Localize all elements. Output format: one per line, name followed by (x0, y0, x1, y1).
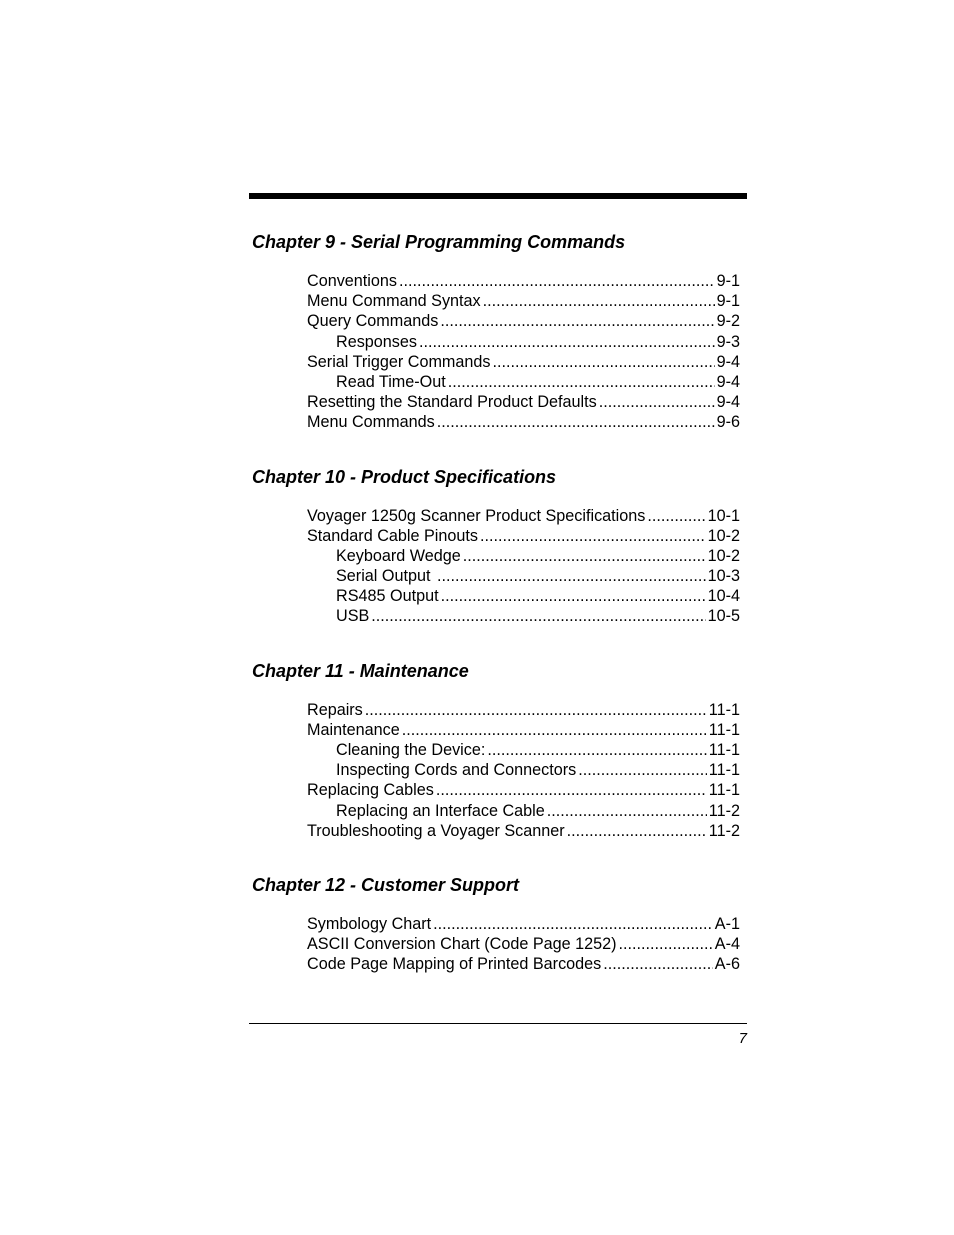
toc-entry-page: 9-1 (716, 292, 740, 311)
toc-entry-label: Serial Output (336, 567, 435, 586)
dot-leader (567, 821, 707, 841)
dot-leader (619, 934, 713, 954)
table-of-contents (252, 230, 740, 1007)
toc-entry-page: 9-1 (716, 272, 740, 290)
toc-entry-label: Menu Commands (307, 413, 435, 432)
toc-entry[interactable] (307, 934, 740, 954)
toc-entry[interactable] (307, 914, 740, 934)
toc-entry[interactable] (336, 546, 740, 566)
toc-entry-label: Keyboard Wedge (336, 546, 461, 565)
toc-entry-page: 9-6 (716, 413, 740, 432)
toc-entry[interactable] (307, 506, 740, 526)
toc-entry-label: Standard Cable Pinouts (307, 526, 478, 545)
dot-leader (419, 332, 715, 352)
toc-entry-page: 11-1 (708, 761, 740, 780)
chapter-title: Chapter 12 - Customer Support (252, 874, 520, 895)
dot-leader (487, 740, 706, 760)
toc-entry-label: Resetting the Standard Product Defaults (307, 393, 597, 412)
toc-entry-label: Repairs (307, 700, 363, 719)
toc-entry[interactable] (307, 954, 740, 974)
toc-entry[interactable] (307, 271, 740, 291)
toc-entry-page: 11-2 (708, 801, 740, 820)
toc-entry-label: Replacing Cables (307, 781, 434, 800)
toc-entry[interactable] (307, 700, 740, 720)
chapter-section (252, 465, 740, 627)
toc-entry[interactable] (336, 586, 740, 606)
toc-entry-label: USB (336, 607, 370, 626)
toc-entry-label: Replacing an Interface Cable (336, 801, 545, 820)
toc-entry-label: Menu Command Syntax (307, 292, 481, 311)
toc-entry-label: Cleaning the Device: (336, 741, 486, 759)
toc-entry-page: 9-4 (716, 393, 740, 412)
dot-leader (463, 546, 706, 566)
toc-entry[interactable] (307, 412, 740, 432)
dot-leader (448, 372, 715, 392)
chapter-section (252, 659, 740, 841)
top-rule (249, 193, 747, 199)
toc-entry-page: 11-1 (708, 700, 740, 719)
toc-entry-page: 10-5 (707, 607, 740, 626)
dot-leader (547, 801, 707, 821)
toc-entry-label: Query Commands (307, 312, 439, 331)
chapter-title: Chapter 11 - Maintenance (252, 660, 469, 681)
toc-entry-label: Maintenance (307, 720, 400, 739)
dot-leader (437, 412, 715, 432)
dot-leader (433, 914, 713, 934)
toc-entry[interactable] (336, 801, 740, 821)
toc-entry[interactable] (307, 311, 740, 331)
toc-entry-page: A-6 (714, 955, 740, 974)
dot-leader (402, 720, 707, 740)
dot-leader (493, 352, 715, 372)
dot-leader (371, 606, 705, 626)
dot-leader (480, 526, 706, 546)
dot-leader (441, 586, 706, 606)
toc-entry-page: 9-4 (716, 352, 740, 371)
dot-leader (483, 291, 715, 311)
toc-entry-page: A-1 (714, 914, 740, 933)
toc-entry[interactable] (307, 720, 740, 740)
toc-entry[interactable] (336, 566, 740, 586)
toc-entry-label: Inspecting Cords and Connectors (336, 761, 577, 780)
toc-entry[interactable] (307, 392, 740, 412)
toc-entry-page: 11-2 (708, 821, 740, 840)
toc-entry-page: 10-4 (707, 587, 740, 606)
toc-entry-label: ASCII Conversion Chart (Code Page 1252) (307, 935, 617, 954)
toc-entry-page: 10-1 (707, 506, 740, 525)
toc-entry-label: RS485 Output (336, 587, 439, 606)
toc-entry[interactable] (307, 821, 740, 841)
toc-entry[interactable] (336, 372, 740, 392)
toc-entry-label: Conventions (307, 272, 397, 290)
toc-entry-label: Read Time-Out (336, 372, 446, 391)
chapter-section (252, 873, 740, 975)
toc-entry-page: A-4 (714, 935, 740, 954)
toc-entry-label: Responses (336, 332, 417, 351)
toc-entry-page: 11-1 (708, 720, 740, 739)
toc-entry[interactable] (336, 606, 740, 626)
dot-leader (578, 760, 707, 780)
toc-entry[interactable] (336, 332, 740, 352)
toc-entry-page: 11-1 (708, 741, 740, 759)
dot-leader (437, 566, 706, 586)
toc-entry[interactable] (307, 780, 740, 800)
toc-entry[interactable] (307, 291, 740, 311)
toc-entry[interactable] (307, 352, 740, 372)
dot-leader (365, 700, 707, 720)
chapter-section (252, 230, 740, 433)
dot-leader (399, 271, 715, 291)
toc-entry-label: Code Page Mapping of Printed Barcodes (307, 955, 602, 974)
bottom-rule (249, 1023, 747, 1024)
dot-leader (603, 954, 713, 974)
dot-leader (436, 780, 707, 800)
toc-entry-page: 10-2 (707, 526, 740, 545)
toc-entry-page: 11-1 (708, 781, 740, 800)
chapter-title: Chapter 10 - Product Specifications (252, 466, 557, 487)
toc-entry-label: Troubleshooting a Voyager Scanner (307, 821, 565, 840)
toc-entry[interactable] (307, 526, 740, 546)
toc-entry[interactable] (336, 760, 740, 780)
toc-entry-page: 9-4 (716, 372, 740, 391)
page-number: 7 (738, 1030, 747, 1047)
toc-entry-page: 10-3 (707, 567, 740, 586)
toc-entry-page: 10-2 (707, 546, 740, 565)
chapter-title: Chapter 9 - Serial Programming Commands (252, 232, 626, 252)
dot-leader (647, 506, 705, 526)
dot-leader (440, 311, 714, 331)
toc-entry-label: Voyager 1250g Scanner Product Specifications (307, 506, 646, 525)
toc-entry-label: Symbology Chart (307, 914, 432, 933)
toc-entry[interactable] (336, 740, 740, 760)
toc-entry-label: Serial Trigger Commands (307, 352, 491, 371)
toc-entry-page: 9-3 (716, 332, 740, 351)
dot-leader (599, 392, 715, 412)
toc-entry-page: 9-2 (716, 312, 740, 331)
